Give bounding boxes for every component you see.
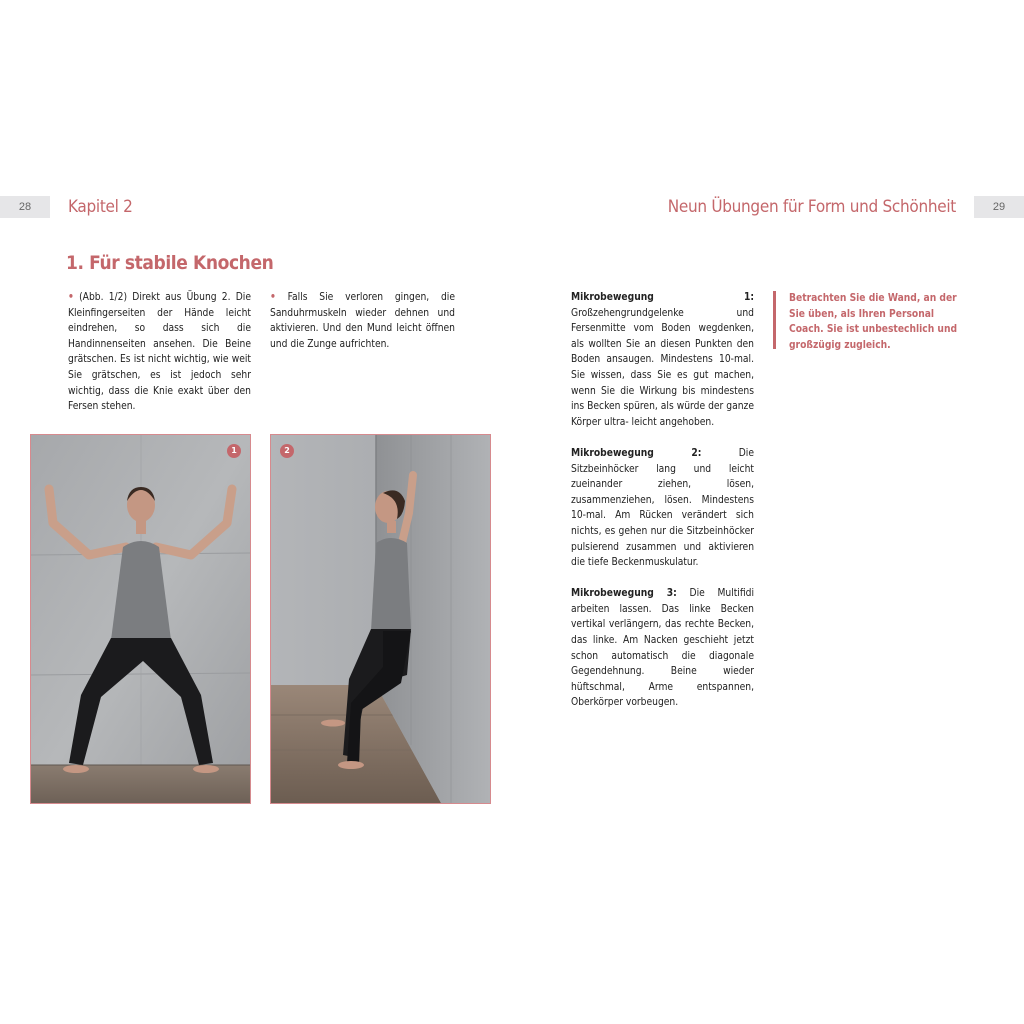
- photo-side-view: [270, 434, 491, 804]
- photo-front-view-illustration: [31, 435, 250, 803]
- text-column-3: [571, 290, 754, 727]
- micro-movement-text: Die Sitzbeinhöcker lang und leicht zueinander ziehen, lösen, zusammenziehen, lösen. Mindestens 10-mal. Am Rücken verändert sich nichts, es gehen nur die Sitzbeinhöcker pulsierend zusammen und aktivieren die tiefe Beckenmuskulatur.: [571, 447, 754, 569]
- paragraph-exercise-instructions: [68, 290, 251, 415]
- micro-movement-3: [571, 586, 754, 711]
- pull-quote: Betrachten Sie die Wand, an der Sie üben, als Ihren Personal Coach. Sie ist unbestechlich und großzügig zugleich.: [773, 291, 969, 349]
- paragraph-text: Falls Sie verloren gingen, die Sanduhrmuskeln wieder dehnen und aktivieren. Und den Mund leicht öffnen und die Zunge aufrichten.: [270, 292, 455, 350]
- figure-badge-2: 2: [280, 444, 294, 458]
- micro-movement-label: Mikrobewegung 3:: [571, 588, 677, 600]
- micro-movement-1: [571, 290, 754, 430]
- micro-movement-label: Mikrobewegung 1:: [571, 292, 754, 303]
- micro-movement-label: Mikrobewegung 2:: [571, 447, 702, 459]
- micro-movement-text: Großzehengrundgelenke und Fersenmitte vom Boden wegdenken, als wollten Sie an diesen Punkten den Boden ansaugen. Mindestens 10-mal. Sie wissen, dass Sie es gut machen, wenn Sie die Wirkung bis mindestens ins Becken spüren, als würde der ganze Körper ultra- leicht angehoben.: [571, 307, 754, 428]
- text-column-1: [68, 290, 251, 430]
- page-number-left: 28: [0, 196, 50, 218]
- page-number-right: 29: [974, 196, 1024, 218]
- bullet-icon: •: [68, 292, 74, 303]
- paragraph-text: (Abb. 1/2) Direkt aus Übung 2. Die Kleinfingerseiten der Hände leicht eindrehen, so dass sich die Handinnenseiten ansehen. Die Beine grätschen. Es ist nicht wichtig, wie weit Sie grätschen, es ist jedoch sehr wichtig, dass die Knie exakt über den Fersen stehen.: [68, 292, 251, 413]
- photo-side-view-illustration: [271, 435, 490, 803]
- running-head-left: Kapitel 2: [68, 197, 133, 217]
- photo-front-view: [30, 434, 251, 804]
- paragraph-reactivate: [270, 290, 455, 352]
- micro-movement-2: [571, 446, 754, 571]
- running-head-right: Neun Übungen für Form und Schönheit: [667, 197, 956, 217]
- text-column-2: [270, 290, 455, 368]
- figure-badge-1: 1: [227, 444, 241, 458]
- section-title: 1. Für stabile Knochen: [66, 252, 274, 274]
- micro-movement-text: Die Multifidi arbeiten lassen. Das linke Becken vertikal verlängern, das rechte Becken, das linke. Am Nacken geschieht jetzt schon automatisch die diagonale Gegendehnung. Beine wieder hüftschmal, Arme entspannen, Oberkörper vorbeugen.: [571, 588, 754, 709]
- bullet-icon: •: [270, 292, 276, 303]
